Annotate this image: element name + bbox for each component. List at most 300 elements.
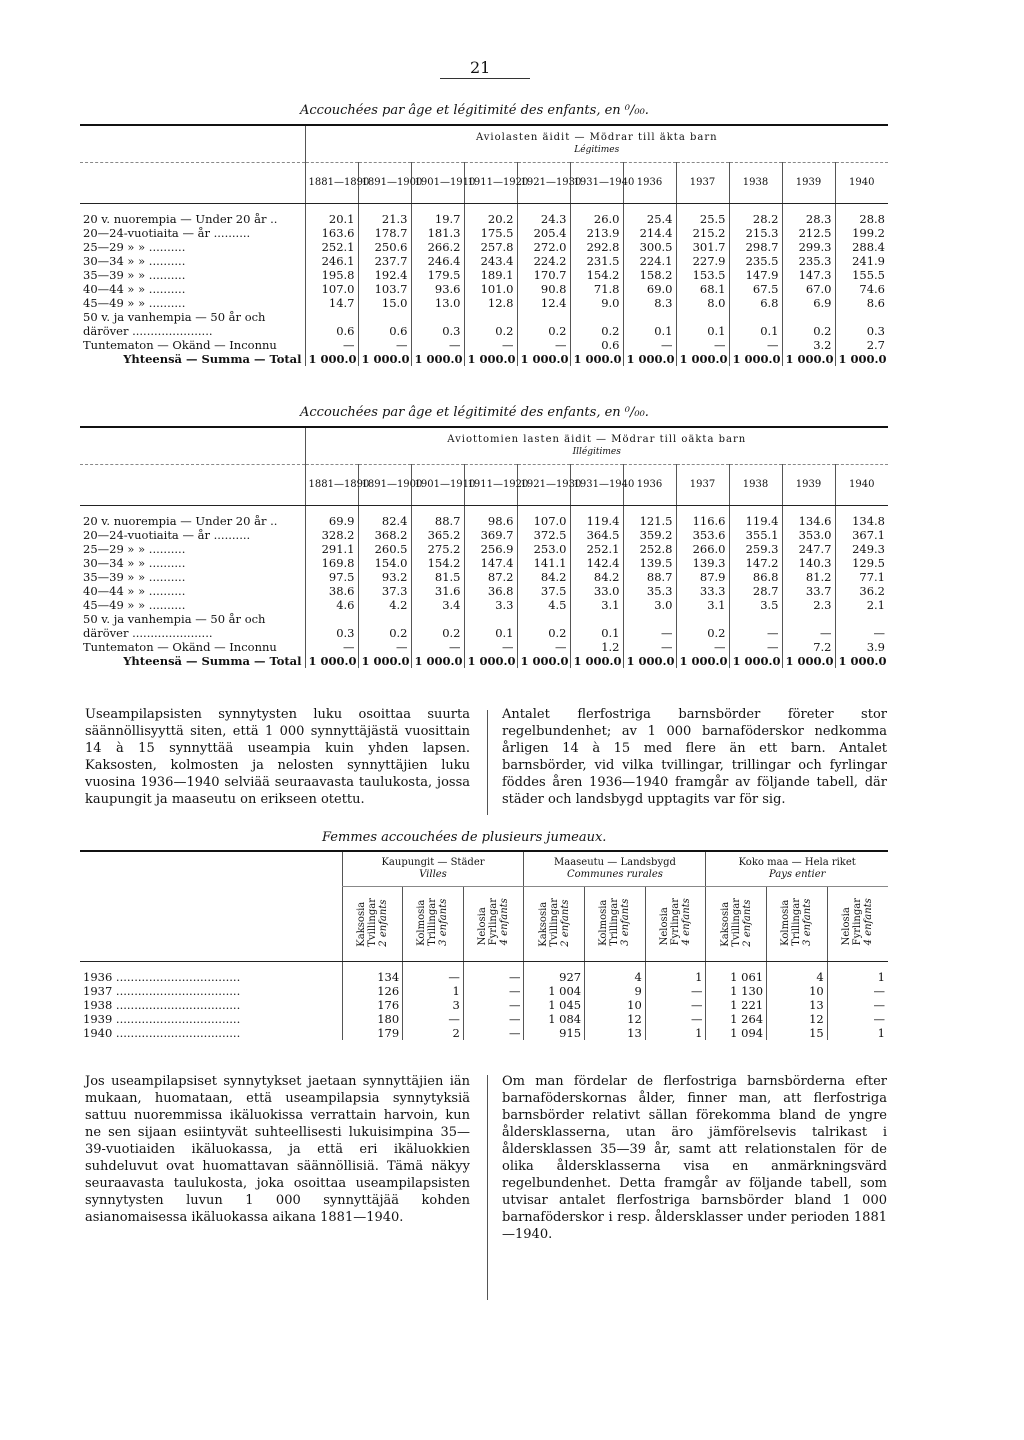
- cell-value: —: [827, 998, 888, 1012]
- cell-value: 1: [827, 962, 888, 985]
- cell-value: 367.1: [835, 528, 888, 542]
- cell-value: —: [403, 1012, 464, 1026]
- cell-value: 13: [767, 998, 828, 1012]
- table-row: [80, 584, 888, 598]
- cell-value: 227.9: [676, 254, 729, 268]
- page-number: 21: [470, 58, 491, 77]
- paragraph-fi-1: [85, 706, 470, 808]
- cell-value: 260.5: [358, 542, 411, 556]
- subcolumn-sv: Trillingar: [791, 898, 803, 946]
- paragraph-sv-2-text: Om man fördelar de flerfostriga barnsbörderna efter barnaföderskornas ålder, finner man, att flerfostriga barnsbörder relativt sällan förekomma bland de yngre åldersklasserna, utan äro jämförelsevis talrikast i åldersklassen 35—39 år, samt att relationstalen för de olika åldersklasserna visa en anmärkningsvärd regelbundenhet. Detta framgår av följande tabell, som utvisar antalet flerfostriga barnsbörder bland 1 000 barnaföderskor i resp. åldersklasser under perioden 1881—1940.: [502, 1074, 887, 1242]
- cell-value: 189.1: [464, 268, 517, 282]
- cell-value: 69.9: [305, 506, 358, 529]
- cell-value: 1: [403, 984, 464, 998]
- table-row: [80, 528, 888, 542]
- group-header: [342, 851, 524, 887]
- table2-group-header: [305, 427, 888, 465]
- table2-caption: Accouchées par âge et légitimité des enfants, en ⁰/₀₀.: [300, 405, 649, 420]
- subcolumn-header: [524, 887, 585, 962]
- table2-column-header: 1921—1930: [517, 465, 570, 506]
- subcolumn-fr: 4 enfants: [499, 898, 511, 946]
- subcolumn-sv: Fyrlingar: [670, 898, 682, 946]
- subcolumn-sv: Trillingar: [427, 898, 439, 946]
- group-title: Kaupungit — Städer: [381, 857, 485, 868]
- year-label: 1940: [83, 1026, 113, 1040]
- table1-group-title: Aviolasten äidit — Mödrar till äkta barn: [475, 132, 718, 143]
- cell-value: 195.8: [305, 268, 358, 282]
- cell-value: 9.0: [570, 296, 623, 310]
- cell-value: 142.4: [570, 556, 623, 570]
- cell-value: 259.3: [729, 542, 782, 556]
- subcolumn-header: [645, 887, 706, 962]
- row-label: 20—24-vuotiaita — år ..........: [83, 226, 251, 240]
- subcolumn-fi: Nelosia: [841, 907, 853, 946]
- row-label: 45—49 » » ..........: [83, 296, 186, 310]
- cell-value: 119.4: [729, 506, 782, 529]
- cell-value: —: [463, 998, 524, 1012]
- cell-value: [358, 310, 411, 324]
- subcolumn-header: [463, 887, 524, 962]
- cell-value: 224.1: [623, 254, 676, 268]
- cell-value: —: [645, 984, 706, 998]
- table2-group-title: Aviottomien lasten äidit — Mödrar till oäkta barn: [447, 434, 747, 445]
- cell-value: 87.2: [464, 570, 517, 584]
- cell-value: 84.2: [517, 570, 570, 584]
- cell-value: 291.1: [305, 542, 358, 556]
- cell-value: 0.2: [517, 324, 570, 338]
- cell-value: —: [782, 626, 835, 640]
- table2-column-header: 1931—1940: [570, 465, 623, 506]
- cell-value: 3.5: [729, 598, 782, 612]
- cell-value: 328.2: [305, 528, 358, 542]
- cell-value: 175.5: [464, 226, 517, 240]
- group-subtitle: Pays entier: [768, 869, 826, 880]
- total-label: Yhteensä — Summa — Total: [123, 654, 302, 668]
- subcolumn-header: [342, 887, 403, 962]
- row-label: 20 v. nuorempia — Under 20 år ..: [83, 212, 278, 226]
- cell-value: 235.5: [729, 254, 782, 268]
- cell-value: 235.3: [782, 254, 835, 268]
- subcolumn-fr: 3 enfants: [438, 898, 450, 946]
- cell-value: 13: [585, 1026, 646, 1040]
- cell-value: 179.5: [411, 268, 464, 282]
- table-row: [80, 556, 888, 570]
- subcolumn-fr: 3 enfants: [620, 898, 632, 946]
- cell-value: 301.7: [676, 240, 729, 254]
- table3-caption: Femmes accouchées de plusieurs jumeaux.: [322, 830, 607, 845]
- cell-value: —: [305, 640, 358, 654]
- total-value: 1 000.0: [835, 352, 888, 366]
- table1-group-header: [305, 125, 888, 163]
- cell-value: 0.1: [676, 324, 729, 338]
- cell-value: 28.2: [729, 204, 782, 227]
- cell-value: 86.8: [729, 570, 782, 584]
- cell-value: 33.0: [570, 584, 623, 598]
- cell-value: 107.0: [305, 282, 358, 296]
- row-label: 1940 ..................................: [83, 1026, 241, 1040]
- cell-value: 1: [645, 962, 706, 985]
- paragraph-sv-2: [502, 1073, 887, 1243]
- year-label: 1938: [83, 998, 113, 1012]
- cell-value: 0.1: [623, 324, 676, 338]
- cell-value: 158.2: [623, 268, 676, 282]
- subcolumn-sv: Fyrlingar: [488, 898, 500, 946]
- cell-value: 1 221: [706, 998, 767, 1012]
- total-row: [80, 654, 888, 668]
- cell-value: 215.2: [676, 226, 729, 240]
- cell-value: [305, 310, 358, 324]
- cell-value: [676, 612, 729, 626]
- cell-value: 12.8: [464, 296, 517, 310]
- cell-value: 77.1: [835, 570, 888, 584]
- cell-value: —: [464, 640, 517, 654]
- cell-value: [835, 612, 888, 626]
- cell-value: 4.6: [305, 598, 358, 612]
- cell-value: —: [645, 998, 706, 1012]
- cell-value: 246.1: [305, 254, 358, 268]
- cell-value: 10: [767, 984, 828, 998]
- cell-value: —: [463, 984, 524, 998]
- row-label: 25—29 » » ..........: [83, 240, 186, 254]
- cell-value: 147.3: [782, 268, 835, 282]
- cell-value: 35.3: [623, 584, 676, 598]
- cell-value: 6.9: [782, 296, 835, 310]
- cell-value: 0.1: [729, 324, 782, 338]
- cell-value: [782, 310, 835, 324]
- cell-value: 139.5: [623, 556, 676, 570]
- cell-value: 170.7: [517, 268, 570, 282]
- subcolumn-fi: Nelosia: [659, 907, 671, 946]
- cell-value: 69.0: [623, 282, 676, 296]
- cell-value: 98.6: [464, 506, 517, 529]
- row-label: 1937 ..................................: [83, 984, 241, 998]
- cell-value: 4.2: [358, 598, 411, 612]
- cell-value: 205.4: [517, 226, 570, 240]
- table1-column-header: 1936: [623, 163, 676, 204]
- cell-value: 3.1: [676, 598, 729, 612]
- total-value: 1 000.0: [729, 654, 782, 668]
- cell-value: [570, 612, 623, 626]
- cell-value: 38.6: [305, 584, 358, 598]
- cell-value: 192.4: [358, 268, 411, 282]
- table-row: [80, 998, 888, 1012]
- cell-value: 178.7: [358, 226, 411, 240]
- cell-value: 0.1: [464, 626, 517, 640]
- group-subtitle: Villes: [419, 869, 447, 880]
- cell-value: 1 004: [524, 984, 585, 998]
- cell-value: 224.2: [517, 254, 570, 268]
- cell-value: 10: [585, 998, 646, 1012]
- cell-value: 8.3: [623, 296, 676, 310]
- cell-value: 141.1: [517, 556, 570, 570]
- cell-value: 20.2: [464, 204, 517, 227]
- cell-value: 74.6: [835, 282, 888, 296]
- cell-value: 88.7: [623, 570, 676, 584]
- cell-value: 154.2: [411, 556, 464, 570]
- table-row: [80, 204, 888, 227]
- row-label: 1938 ..................................: [83, 998, 241, 1012]
- cell-value: 288.4: [835, 240, 888, 254]
- cell-value: 257.8: [464, 240, 517, 254]
- total-value: 1 000.0: [464, 352, 517, 366]
- cell-value: 4.5: [517, 598, 570, 612]
- subcolumn-fr: 2 enfants: [377, 899, 389, 947]
- group-header: [706, 851, 888, 887]
- cell-value: 21.3: [358, 204, 411, 227]
- cell-value: 275.2: [411, 542, 464, 556]
- cell-value: 26.0: [570, 204, 623, 227]
- cell-value: 1 094: [706, 1026, 767, 1040]
- paragraph-fi-1-text: Useampilapsisten synnytysten luku osoittaa suurta säännöllisyyttä siten, että 1 000 synnyttäjästä vuosittain 14 à 15 synnyttää useampia kuin yhden lapsen. Kaksosten, kolmosten ja nelosten synnyttäjien luku vuosina 1936—1940 selviää seuraavasta taulukosta, jossa kaupungit ja maaseutu on erikseen otettu.: [85, 707, 470, 807]
- cell-value: 1 084: [524, 1012, 585, 1026]
- table-legitimate: [80, 124, 888, 366]
- cell-value: 14.7: [305, 296, 358, 310]
- cell-value: 4: [767, 962, 828, 985]
- cell-value: 181.3: [411, 226, 464, 240]
- table1-group-subtitle: Légitimes: [574, 145, 620, 155]
- cell-value: 1 264: [706, 1012, 767, 1026]
- cell-value: 67.5: [729, 282, 782, 296]
- cell-value: 82.4: [358, 506, 411, 529]
- row-label: 1939 ..................................: [83, 1012, 241, 1026]
- year-label: 1939: [83, 1012, 113, 1026]
- total-row: [80, 352, 888, 366]
- table-row: [80, 984, 888, 998]
- row-label: däröver ......................: [83, 626, 213, 640]
- cell-value: 237.7: [358, 254, 411, 268]
- cell-value: 0.2: [570, 324, 623, 338]
- cell-value: [835, 310, 888, 324]
- row-label: 45—49 » » ..........: [83, 598, 186, 612]
- cell-value: 179: [342, 1026, 403, 1040]
- cell-value: 119.4: [570, 506, 623, 529]
- cell-value: 116.6: [676, 506, 729, 529]
- table1-column-header: 1939: [782, 163, 835, 204]
- cell-value: 12.4: [517, 296, 570, 310]
- cell-value: 3: [403, 998, 464, 1012]
- row-label: 1936 ..................................: [83, 970, 241, 984]
- cell-value: 7.2: [782, 640, 835, 654]
- cell-value: 25.5: [676, 204, 729, 227]
- cell-value: 364.5: [570, 528, 623, 542]
- row-label: 20 v. nuorempia — Under 20 år ..: [83, 514, 278, 528]
- cell-value: 3.9: [835, 640, 888, 654]
- total-value: 1 000.0: [835, 654, 888, 668]
- table1-caption: Accouchées par âge et légitimité des enfants, en ⁰/₀₀.: [300, 103, 649, 118]
- cell-value: 3.3: [464, 598, 517, 612]
- table-multiple-births: [80, 850, 888, 1040]
- cell-value: 140.3: [782, 556, 835, 570]
- table1-column-header: 1940: [835, 163, 888, 204]
- cell-value: 252.1: [570, 542, 623, 556]
- cell-value: —: [517, 338, 570, 352]
- row-label: 40—44 » » ..........: [83, 584, 186, 598]
- cell-value: 927: [524, 962, 585, 985]
- cell-value: 147.4: [464, 556, 517, 570]
- paragraph-sv-1: [502, 706, 887, 808]
- cell-value: 353.6: [676, 528, 729, 542]
- total-value: 1 000.0: [676, 352, 729, 366]
- cell-value: 90.8: [517, 282, 570, 296]
- table2-column-header: 1881—1890: [305, 465, 358, 506]
- cell-value: 0.1: [570, 626, 623, 640]
- table-row: [80, 1012, 888, 1026]
- total-value: 1 000.0: [782, 352, 835, 366]
- table1-column-header: 1911—1920: [464, 163, 517, 204]
- column-divider: [487, 710, 488, 815]
- table-row: [80, 296, 888, 310]
- cell-value: 215.3: [729, 226, 782, 240]
- cell-value: 915: [524, 1026, 585, 1040]
- cell-value: 33.7: [782, 584, 835, 598]
- subcolumn-fi: Kaksosia: [719, 901, 731, 947]
- paragraph-fi-2: [85, 1073, 470, 1226]
- table2-column-header: 1891—1900: [358, 465, 411, 506]
- total-value: 1 000.0: [517, 352, 570, 366]
- table-row: [80, 598, 888, 612]
- table2-column-header: 1936: [623, 465, 676, 506]
- cell-value: —: [358, 640, 411, 654]
- total-value: 1 000.0: [623, 352, 676, 366]
- group-header: [524, 851, 706, 887]
- cell-value: 139.3: [676, 556, 729, 570]
- cell-value: 101.0: [464, 282, 517, 296]
- subcolumn-sv: Tvillingar: [548, 897, 560, 947]
- cell-value: 353.0: [782, 528, 835, 542]
- cell-value: [676, 310, 729, 324]
- cell-value: 12: [767, 1012, 828, 1026]
- cell-value: 87.9: [676, 570, 729, 584]
- cell-value: 3.2: [782, 338, 835, 352]
- row-label: 25—29 » » ..........: [83, 542, 186, 556]
- cell-value: 67.0: [782, 282, 835, 296]
- table1-column-header: 1891—1900: [358, 163, 411, 204]
- cell-value: 71.8: [570, 282, 623, 296]
- cell-value: —: [676, 640, 729, 654]
- cell-value: —: [463, 1026, 524, 1040]
- cell-value: 37.5: [517, 584, 570, 598]
- cell-value: 153.5: [676, 268, 729, 282]
- cell-value: 0.6: [570, 338, 623, 352]
- row-label: 50 v. ja vanhempia — 50 år och: [83, 612, 266, 626]
- cell-value: 250.6: [358, 240, 411, 254]
- total-value: 1 000.0: [358, 352, 411, 366]
- page-number-rule: [440, 78, 530, 79]
- subcolumn-fi: Kaksosia: [355, 901, 367, 947]
- cell-value: 0.2: [464, 324, 517, 338]
- cell-value: 365.2: [411, 528, 464, 542]
- cell-value: —: [463, 1012, 524, 1026]
- table1-column-header: 1937: [676, 163, 729, 204]
- table-row: [80, 338, 888, 352]
- cell-value: 37.3: [358, 584, 411, 598]
- cell-value: 31.6: [411, 584, 464, 598]
- row-label: 35—39 » » ..........: [83, 570, 186, 584]
- cell-value: —: [517, 640, 570, 654]
- subcolumn-header: [585, 887, 646, 962]
- cell-value: 134.6: [782, 506, 835, 529]
- row-label: 50 v. ja vanhempia — 50 år och: [83, 310, 266, 324]
- cell-value: 15.0: [358, 296, 411, 310]
- cell-value: 2: [403, 1026, 464, 1040]
- cell-value: [782, 612, 835, 626]
- cell-value: 33.3: [676, 584, 729, 598]
- row-label: 40—44 » » ..........: [83, 282, 186, 296]
- cell-value: 299.3: [782, 240, 835, 254]
- cell-value: 155.5: [835, 268, 888, 282]
- group-title: Koko maa — Hela riket: [738, 857, 856, 868]
- table-row: [80, 626, 888, 640]
- cell-value: 247.7: [782, 542, 835, 556]
- subcolumn-fi: Nelosia: [477, 907, 489, 946]
- cell-value: [517, 310, 570, 324]
- cell-value: 1 061: [706, 962, 767, 985]
- cell-value: 9: [585, 984, 646, 998]
- cell-value: [570, 310, 623, 324]
- subcolumn-fr: 2 enfants: [741, 899, 753, 947]
- cell-value: —: [623, 338, 676, 352]
- cell-value: 129.5: [835, 556, 888, 570]
- cell-value: 6.8: [729, 296, 782, 310]
- table2-column-header: 1938: [729, 465, 782, 506]
- cell-value: 0.2: [411, 626, 464, 640]
- cell-value: 256.9: [464, 542, 517, 556]
- cell-value: —: [305, 338, 358, 352]
- cell-value: 0.3: [305, 626, 358, 640]
- cell-value: 81.2: [782, 570, 835, 584]
- year-label: 1936: [83, 970, 113, 984]
- table-row: [80, 1026, 888, 1040]
- cell-value: 25.4: [623, 204, 676, 227]
- cell-value: [464, 310, 517, 324]
- cell-value: 20.1: [305, 204, 358, 227]
- subcolumn-fi: Kolmosia: [780, 899, 792, 946]
- cell-value: 147.9: [729, 268, 782, 282]
- subcolumn-sv: Trillingar: [609, 898, 621, 946]
- table1-column-header: 1938: [729, 163, 782, 204]
- cell-value: 93.2: [358, 570, 411, 584]
- paragraph-fi-2-text: Jos useampilapsiset synnytykset jaetaan synnyttäjien iän mukaan, huomataan, että useampilapsia synnytyksiä sattuu nuoremmissa ikäluokissa verrattain harvoin, kun ne sen sijaan esiintyvät suhteellisesti lukuisimpina 35—39-vuotiaiden ikäluokassa, ja että eri ikäluokkien suhdeluvut ovat huomattavan säännöllisiä. Tämä näkyy seuraavasta taulukosta, joka osoittaa useampilapsisten synnytysten luvun 1 000 synnyttäjää kohden asianomaisessa ikäluokassa aikana 1881—1940.: [85, 1074, 470, 1225]
- table2-column-header: 1901—1910: [411, 465, 464, 506]
- table-row: [80, 268, 888, 282]
- cell-value: 0.6: [358, 324, 411, 338]
- cell-value: —: [358, 338, 411, 352]
- cell-value: 28.8: [835, 204, 888, 227]
- cell-value: 19.7: [411, 204, 464, 227]
- total-value: 1 000.0: [623, 654, 676, 668]
- cell-value: —: [729, 640, 782, 654]
- cell-value: 300.5: [623, 240, 676, 254]
- cell-value: 292.8: [570, 240, 623, 254]
- subcolumn-fi: Kaksosia: [537, 901, 549, 947]
- cell-value: 36.2: [835, 584, 888, 598]
- cell-value: 272.0: [517, 240, 570, 254]
- table-row: [80, 282, 888, 296]
- total-value: 1 000.0: [517, 654, 570, 668]
- table-row: [80, 962, 888, 985]
- cell-value: —: [645, 1012, 706, 1026]
- column-divider-2: [487, 1075, 488, 1300]
- cell-value: [623, 310, 676, 324]
- cell-value: —: [827, 1012, 888, 1026]
- cell-value: 2.7: [835, 338, 888, 352]
- cell-value: 0.2: [676, 626, 729, 640]
- total-value: 1 000.0: [305, 654, 358, 668]
- table1-column-header: 1921—1930: [517, 163, 570, 204]
- cell-value: 243.4: [464, 254, 517, 268]
- cell-value: 15: [767, 1026, 828, 1040]
- cell-value: [464, 612, 517, 626]
